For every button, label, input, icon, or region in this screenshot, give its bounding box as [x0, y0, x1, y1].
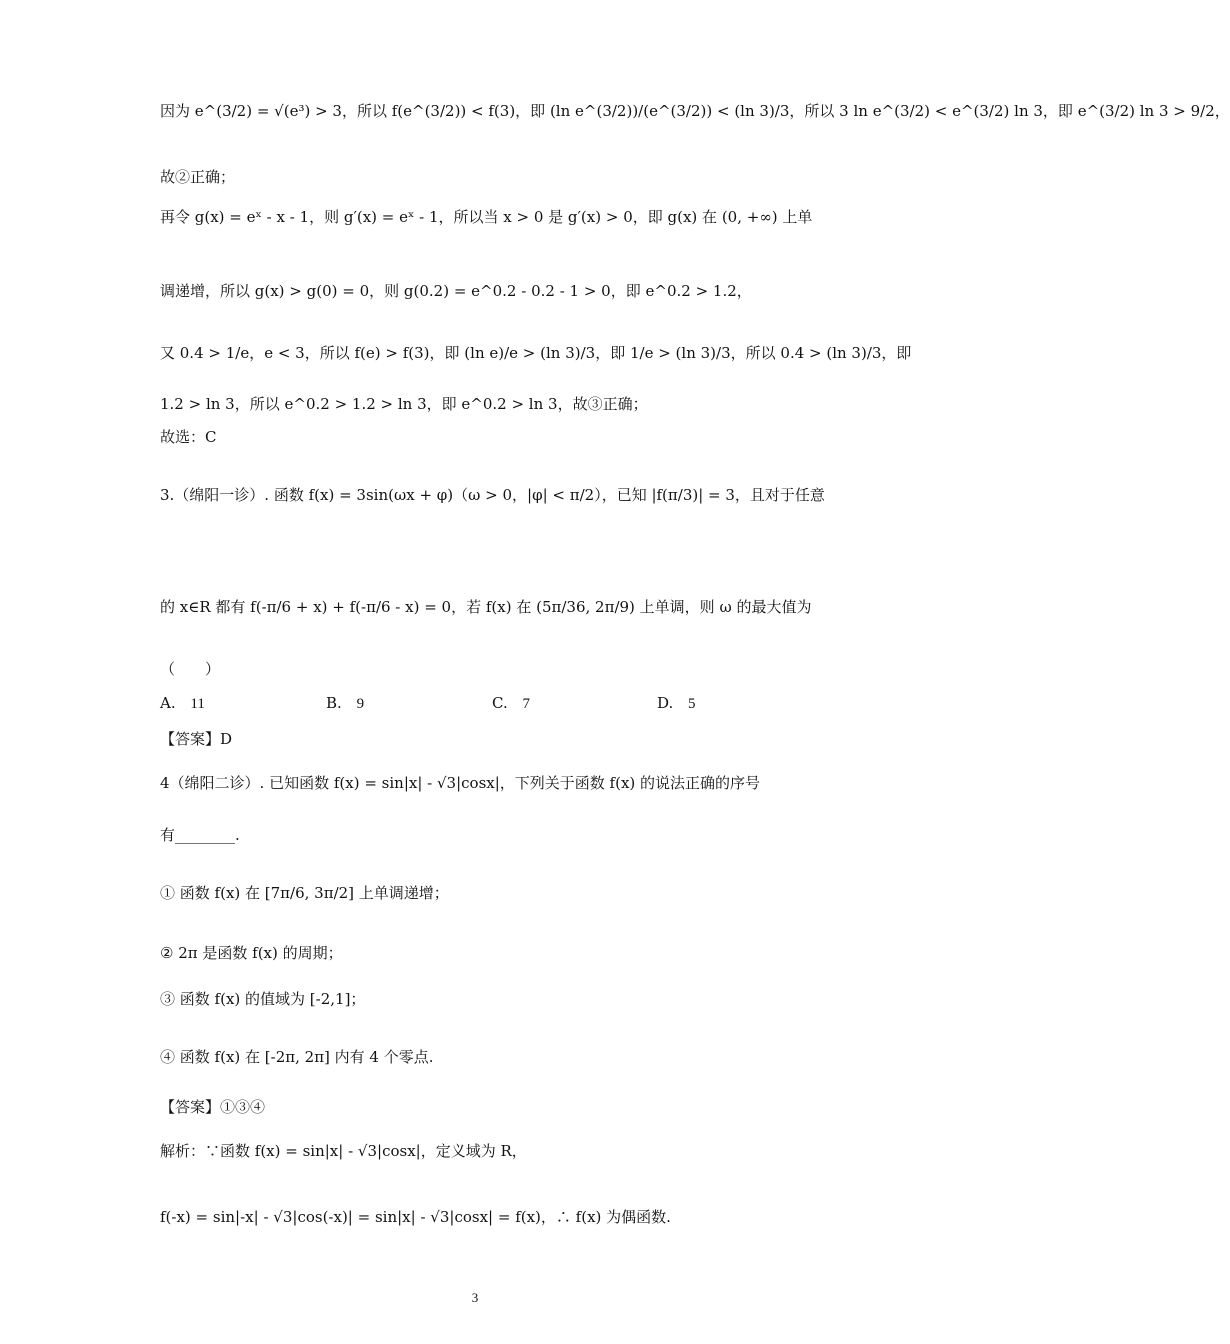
question-4-line-2: 有________.: [160, 826, 240, 844]
option-a-value: 11: [190, 696, 205, 712]
line-7: 故选：C: [160, 428, 217, 446]
option-d-value: 5: [688, 696, 696, 712]
option-b-label: B.: [326, 694, 342, 712]
question-3-line-1: 3.（绵阳一诊）. 函数 f(x) = 3sin(ωx + φ)（ω > 0，|φ| < π/2），已知 |f(π/3)| = 3，且对于任意: [160, 486, 825, 504]
line-4: 调递增，所以 g(x) > g(0) = 0，则 g(0.2) = e^0.2 - 0.2 - 1 > 0，即 e^0.2 > 1.2，: [160, 282, 752, 300]
statement-3: ③ 函数 f(x) 的值域为 [-2,1]；: [160, 990, 366, 1008]
line-5: 又 0.4 > 1/e，e < 3，所以 f(e) > f(3)，即 (ln e)/e > (ln 3)/3，即 1/e > (ln 3)/3，所以 0.4 > (ln 3)/3，即: [160, 344, 912, 362]
statement-2: ② 2π 是函数 f(x) 的周期；: [160, 944, 343, 962]
line-1: 因为 e^(3/2) = √(e³) > 3，所以 f(e^(3/2)) < f(3)，即 (ln e^(3/2))/(e^(3/2)) < (ln 3)/3，所以 3 ln e^(3/2) < e^(3/2) ln 3，即 e^(3/2) ln 3 > 9/2，: [160, 102, 1230, 120]
analysis-line-2: f(-x) = sin|-x| - √3|cos(-x)| = sin|x| - √3|cosx| = f(x)，∴ f(x) 为偶函数.: [160, 1208, 671, 1226]
question-4-line-1: 4（绵阳二诊）. 已知函数 f(x) = sin|x| - √3|cosx|，下列关于函数 f(x) 的说法正确的序号: [160, 774, 761, 792]
answer-3: 【答案】D: [160, 730, 233, 748]
line-2: 故②正确；: [160, 168, 236, 186]
page-number: 3: [471, 1290, 479, 1305]
question-3-line-2: 的 x∈R 都有 f(-π/6 + x) + f(-π/6 - x) = 0，若 f(x) 在 (5π/36, 2π/9) 上单调，则 ω 的最大值为: [160, 598, 812, 616]
option-d-label: D.: [657, 694, 674, 712]
question-3-brackets: （ ）: [160, 660, 221, 678]
option-a: [160, 694, 205, 713]
answer-4: 【答案】①③④: [160, 1098, 266, 1116]
line-6: 1.2 > ln 3，所以 e^0.2 > 1.2 > ln 3，即 e^0.2 > ln 3，故③正确；: [160, 395, 648, 413]
analysis-line-1: 解析：∵函数 f(x) = sin|x| - √3|cosx|，定义域为 R，: [160, 1142, 527, 1160]
option-c: [492, 694, 530, 713]
option-c-label: C.: [492, 694, 508, 712]
option-b-value: 9: [356, 696, 365, 712]
option-c-value: 7: [522, 696, 530, 712]
option-a-label: A.: [160, 694, 176, 712]
line-3: 再令 g(x) = eˣ - x - 1，则 g′(x) = eˣ - 1，所以当 x > 0 是 g′(x) > 0，即 g(x) 在 (0, +∞) 上单: [160, 208, 813, 226]
option-d: [657, 694, 696, 713]
statement-4: ④ 函数 f(x) 在 [-2π, 2π] 内有 4 个零点.: [160, 1048, 434, 1066]
option-b: [326, 694, 364, 713]
statement-1: ① 函数 f(x) 在 [7π/6, 3π/2] 上单调递增；: [160, 884, 449, 902]
